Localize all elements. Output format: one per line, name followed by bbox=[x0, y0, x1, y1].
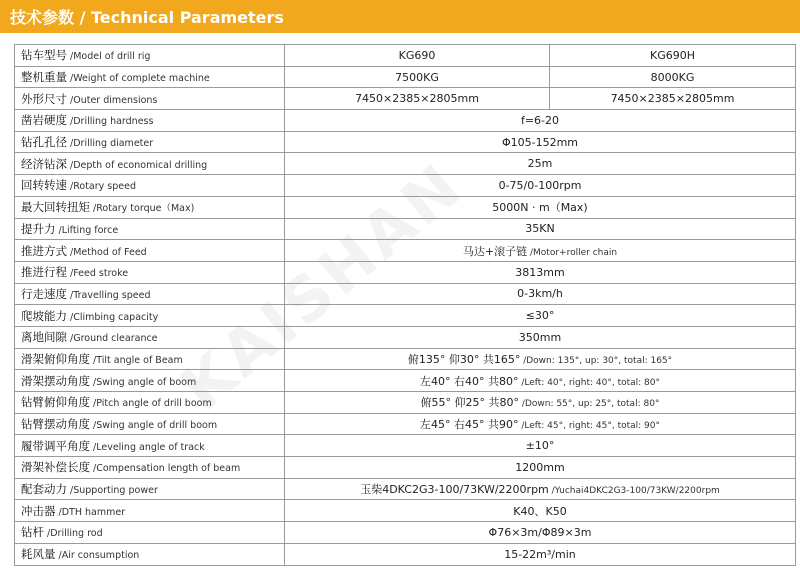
param-value-text: 35KN bbox=[525, 222, 555, 236]
table-row bbox=[15, 283, 796, 305]
param-value-text: f=6-20 bbox=[520, 113, 560, 127]
param-value bbox=[285, 131, 796, 153]
param-value bbox=[285, 283, 796, 305]
param-value bbox=[285, 370, 796, 392]
param-value bbox=[285, 110, 796, 132]
page-title: 技术参数 / Technical Parameters bbox=[10, 8, 284, 27]
param-label bbox=[15, 305, 285, 327]
table-row bbox=[15, 153, 796, 175]
param-name-en: /Rotary speed bbox=[67, 181, 137, 193]
param-value-kg690h: KG690H bbox=[550, 45, 796, 67]
param-value-text: Φ105-152mm bbox=[501, 135, 579, 149]
param-label bbox=[15, 500, 285, 522]
param-name-zh: 整机重量 bbox=[21, 70, 67, 85]
param-name-en: /Outer dimensions bbox=[67, 94, 158, 106]
param-name-en: /Climbing capacity bbox=[67, 311, 159, 323]
param-value-text: 3813mm bbox=[515, 265, 565, 279]
table-row bbox=[15, 478, 796, 500]
param-value-text: 5000N · m（Max) bbox=[492, 201, 588, 215]
param-name-en: /Ground clearance bbox=[67, 333, 158, 345]
spec-table-body bbox=[15, 45, 796, 566]
param-value bbox=[285, 457, 796, 479]
param-value bbox=[285, 153, 796, 175]
table-row bbox=[15, 175, 796, 197]
table-row bbox=[15, 66, 796, 88]
param-name-zh: 履带调平角度 bbox=[21, 438, 90, 453]
param-label bbox=[15, 435, 285, 457]
param-value-text: 25m bbox=[527, 157, 553, 171]
param-value bbox=[285, 305, 796, 327]
param-name-en: /Compensation length of beam bbox=[90, 463, 241, 475]
param-name-zh: 钻臂俯仰角度 bbox=[21, 395, 90, 410]
param-value-en: /Down: 55°, up: 25°, total: 80° bbox=[519, 399, 660, 410]
table-row bbox=[15, 45, 796, 67]
param-value bbox=[285, 348, 796, 370]
table-row bbox=[15, 88, 796, 110]
param-value-text: 350mm bbox=[518, 330, 562, 344]
table-row bbox=[15, 522, 796, 544]
param-name-en: /Air consumption bbox=[55, 550, 140, 562]
param-value-text: 俯135° 仰30° 共165° bbox=[407, 352, 521, 366]
param-value bbox=[285, 240, 796, 262]
param-value-en: /Down: 135°, up: 30°, total: 165° bbox=[520, 355, 673, 366]
param-name-zh: 推进行程 bbox=[21, 265, 67, 280]
param-value-en: /Yuchai4DKC2G3-100/73KW/2200rpm bbox=[548, 486, 720, 497]
table-row bbox=[15, 435, 796, 457]
param-label bbox=[15, 218, 285, 240]
param-value bbox=[285, 175, 796, 197]
param-value bbox=[285, 500, 796, 522]
param-value-text: 1200mm bbox=[515, 460, 565, 474]
param-value-text: 马达+滚子链 bbox=[462, 244, 528, 258]
param-name-zh: 提升力 bbox=[21, 221, 56, 236]
param-value-kg690: 7500KG bbox=[285, 66, 550, 88]
param-label bbox=[15, 478, 285, 500]
table-row bbox=[15, 240, 796, 262]
param-value-text: K40、K50 bbox=[513, 504, 567, 518]
table-row bbox=[15, 370, 796, 392]
param-label bbox=[15, 392, 285, 414]
spec-table bbox=[14, 44, 796, 566]
table-row bbox=[15, 261, 796, 283]
param-value-en: /Left: 40°, right: 40°, total: 80° bbox=[518, 377, 660, 388]
param-name-zh: 离地间隙 bbox=[21, 330, 67, 345]
param-name-zh: 推进方式 bbox=[21, 243, 67, 258]
param-value-text: 俯55° 仰25° 共80° bbox=[420, 396, 520, 410]
param-label bbox=[15, 240, 285, 262]
param-name-zh: 钻车型号 bbox=[21, 48, 67, 63]
param-name-zh: 钻臂摆动角度 bbox=[21, 417, 90, 432]
param-name-en: /Depth of economical drilling bbox=[67, 159, 208, 171]
param-label bbox=[15, 543, 285, 565]
param-label bbox=[15, 131, 285, 153]
param-name-zh: 凿岩硬度 bbox=[21, 113, 67, 128]
param-name-zh: 爬坡能力 bbox=[21, 308, 67, 323]
param-name-en: /Model of drill rig bbox=[67, 51, 151, 63]
param-value-text: 0-75/0-100rpm bbox=[498, 178, 582, 192]
param-value bbox=[285, 326, 796, 348]
param-name-en: /Drilling hardness bbox=[67, 116, 154, 128]
table-row bbox=[15, 326, 796, 348]
param-label bbox=[15, 110, 285, 132]
param-value bbox=[285, 522, 796, 544]
param-label bbox=[15, 413, 285, 435]
param-name-en: /Leveling angle of track bbox=[90, 441, 205, 453]
param-label bbox=[15, 283, 285, 305]
param-name-en: /Method of Feed bbox=[67, 246, 147, 258]
table-row bbox=[15, 392, 796, 414]
param-name-zh: 回转转速 bbox=[21, 178, 67, 193]
param-value-en: /Motor+roller chain bbox=[527, 247, 618, 258]
param-name-en: /Swing angle of boom bbox=[90, 376, 197, 388]
param-value-text: 玉柴4DKC2G3-100/73KW/2200rpm bbox=[360, 483, 549, 497]
param-label bbox=[15, 261, 285, 283]
param-name-en: /Supporting power bbox=[67, 485, 158, 497]
param-label bbox=[15, 175, 285, 197]
param-name-en: /Weight of complete machine bbox=[67, 73, 210, 85]
param-name-en: /Rotary torque（Max) bbox=[90, 203, 195, 215]
param-value-text: ≤30° bbox=[525, 309, 555, 323]
param-value bbox=[285, 413, 796, 435]
param-name-en: /Tilt angle of Beam bbox=[90, 354, 183, 366]
param-name-zh: 冲击器 bbox=[21, 503, 56, 518]
param-value-kg690: KG690 bbox=[285, 45, 550, 67]
param-label bbox=[15, 66, 285, 88]
param-name-zh: 耗风量 bbox=[21, 547, 56, 562]
param-name-en: /Pitch angle of drill boom bbox=[90, 398, 212, 410]
table-row bbox=[15, 196, 796, 218]
param-value-en: /Left: 45°, right: 45°, total: 90° bbox=[518, 421, 660, 432]
param-name-zh: 配套动力 bbox=[21, 482, 67, 497]
param-label bbox=[15, 153, 285, 175]
param-name-en: /DTH hammer bbox=[55, 506, 126, 518]
param-value-text: 0-3km/h bbox=[517, 287, 563, 301]
param-name-en: /Drilling rod bbox=[44, 528, 103, 540]
table-row bbox=[15, 413, 796, 435]
param-value-kg690: 7450×2385×2805mm bbox=[285, 88, 550, 110]
param-value bbox=[285, 261, 796, 283]
param-label bbox=[15, 522, 285, 544]
param-value-kg690h: 7450×2385×2805mm bbox=[550, 88, 796, 110]
param-value-text: 左45° 右45° 共90° bbox=[419, 418, 519, 432]
param-value bbox=[285, 218, 796, 240]
param-label bbox=[15, 45, 285, 67]
param-label bbox=[15, 196, 285, 218]
table-row bbox=[15, 110, 796, 132]
param-label bbox=[15, 457, 285, 479]
param-name-zh: 钻杆 bbox=[21, 525, 44, 540]
param-name-zh: 滑架补偿长度 bbox=[21, 460, 90, 475]
param-name-en: /Travelling speed bbox=[67, 289, 151, 301]
table-row bbox=[15, 218, 796, 240]
param-name-zh: 钻孔孔径 bbox=[21, 135, 67, 150]
param-value-text: ±10° bbox=[525, 439, 555, 453]
param-value-text: 左40° 右40° 共80° bbox=[419, 374, 519, 388]
param-value-kg690h: 8000KG bbox=[550, 66, 796, 88]
table-row bbox=[15, 348, 796, 370]
param-name-zh: 滑架摆动角度 bbox=[21, 373, 90, 388]
param-name-en: /Drilling diameter bbox=[67, 138, 154, 150]
param-value-text: Φ76×3m/Φ89×3m bbox=[488, 525, 592, 539]
table-row bbox=[15, 131, 796, 153]
param-value bbox=[285, 196, 796, 218]
table-row bbox=[15, 543, 796, 565]
param-label bbox=[15, 348, 285, 370]
param-label bbox=[15, 88, 285, 110]
param-name-zh: 经济钻深 bbox=[21, 156, 67, 171]
param-name-en: /Feed stroke bbox=[67, 268, 129, 280]
param-name-en: /Lifting force bbox=[55, 224, 119, 236]
param-value bbox=[285, 543, 796, 565]
param-label bbox=[15, 326, 285, 348]
param-name-zh: 最大回转扭矩 bbox=[21, 200, 90, 215]
param-value bbox=[285, 478, 796, 500]
table-row bbox=[15, 305, 796, 327]
param-name-zh: 滑架俯仰角度 bbox=[21, 351, 90, 366]
param-name-zh: 外形尺寸 bbox=[21, 91, 67, 106]
param-label bbox=[15, 370, 285, 392]
param-value bbox=[285, 392, 796, 414]
param-name-zh: 行走速度 bbox=[21, 286, 67, 301]
param-name-en: /Swing angle of drill boom bbox=[90, 420, 218, 432]
param-value-text: 15-22m³/min bbox=[504, 547, 576, 561]
table-row bbox=[15, 457, 796, 479]
table-row bbox=[15, 500, 796, 522]
param-value bbox=[285, 435, 796, 457]
section-header bbox=[0, 0, 800, 33]
